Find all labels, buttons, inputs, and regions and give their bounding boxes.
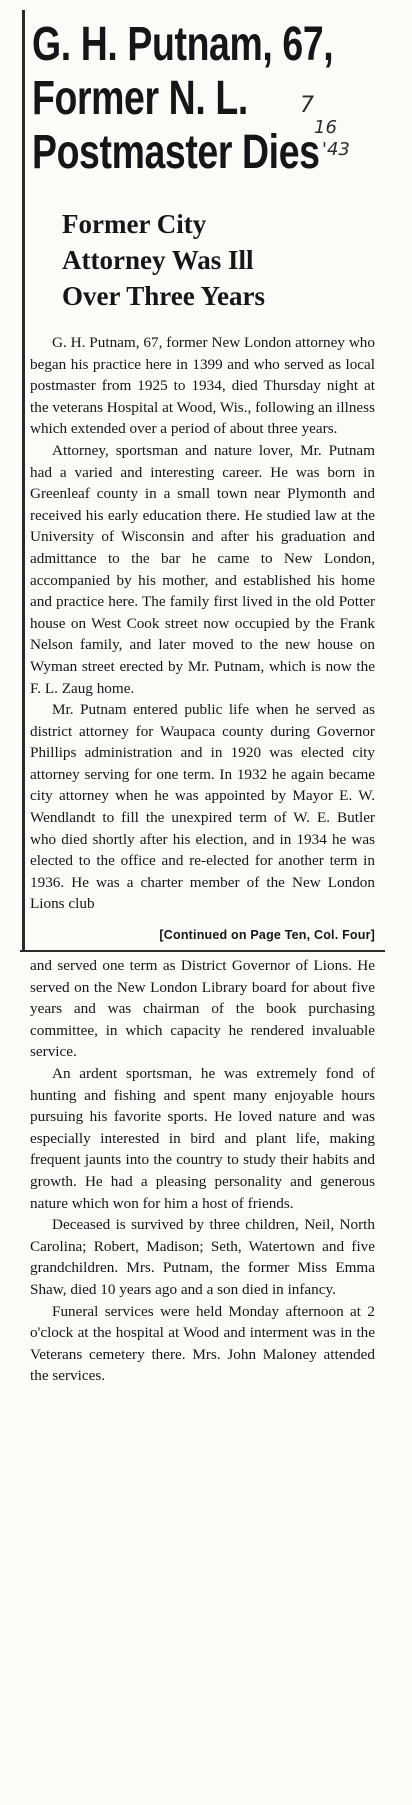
article-body-part-2 <box>30 955 375 1800</box>
paragraph: Attorney, sportsman and nature lover, Mr. Putnam had a varied and interesting career. He was born in Greenleaf county in a small town near Plymonth and received his early education there. He studied law at the University of Wisconsin and after his graduation and admittance to the bar he came to New London, accompanied by his mother, and established his home and practice here. The family first lived in the old Potter house on West Cook street now occupied by the Frank Nelson family, and later moved to the new house on Wyman street erected by Mr. Putnam, which is now the F. L. Zaug home. <box>30 441 375 697</box>
section-divider <box>20 950 385 952</box>
subheadline-line: Former City <box>62 209 207 239</box>
handwritten-date <box>300 95 370 161</box>
article-body-part-1 <box>30 332 375 930</box>
handwritten-date-month: 7 <box>300 93 314 118</box>
subheadline-line: Attorney Was Ill <box>62 245 254 275</box>
paragraph: and served one term as District Governor of Lions. He served on the New London Library board for about five years and was chairman of the book purchasing committee, in which capacity he rendered invaluable service. <box>30 957 375 1061</box>
paragraph: Mr. Putnam entered public life when he served as district attorney for Waupaca county during Governor Phillips administration and in 1920 was elected city attorney serving for one term. In 1932 he again became city attorney when he was appointed by Mayor E. W. Wendlandt to fill the unexpired term of W. E. Butler who died shortly after his election, and in 1934 he was elected to the office and re-elected for another term in 1936. He was a charter member of the New London Lions club <box>30 701 375 913</box>
subheadline-line: Over Three Years <box>62 281 265 311</box>
handwritten-date-year: '43 <box>322 139 350 160</box>
continued-note: [Continued on Page Ten, Col. Four] <box>159 928 375 942</box>
paragraph: Funeral services were held Monday afternoon at 2 o'clock at the hospital at Wood and interment was in the Veterans cemetery there. Mrs. John Maloney attended the services. <box>30 1302 375 1385</box>
handwritten-date-day: 16 <box>314 117 337 138</box>
headline-line: G. H. Putnam, 67, <box>32 18 334 71</box>
paragraph: An ardent sportsman, he was extremely fond of hunting and fishing and spent many enjoyable hours pursuing his favorite sports. He loved nature and was especially interested in bird and plant life, making frequent jaunts into the country to study their habits and growth. He had a pleasing personality and generous nature which won for him a host of friends. <box>30 1064 375 1212</box>
paragraph: G. H. Putnam, 67, former New London attorney who began his practice here in 1399 and who served as local postmaster from 1925 to 1934, died Thursday night at the veterans Hospital at Wood, Wis., following an illness which extended over a period of about three years. <box>30 334 375 438</box>
subheadline <box>62 206 362 314</box>
column-rule <box>22 10 25 950</box>
headline-line: Postmaster Dies <box>32 126 320 179</box>
paragraph: Deceased is survived by three children, Neil, North Carolina; Robert, Madison; Seth, Watertown and five grandchildren. Mrs. Putnam, the former Miss Emma Shaw, died 10 years ago and a son died in infancy. <box>30 1216 375 1298</box>
headline-line: Former N. L. <box>32 72 248 125</box>
